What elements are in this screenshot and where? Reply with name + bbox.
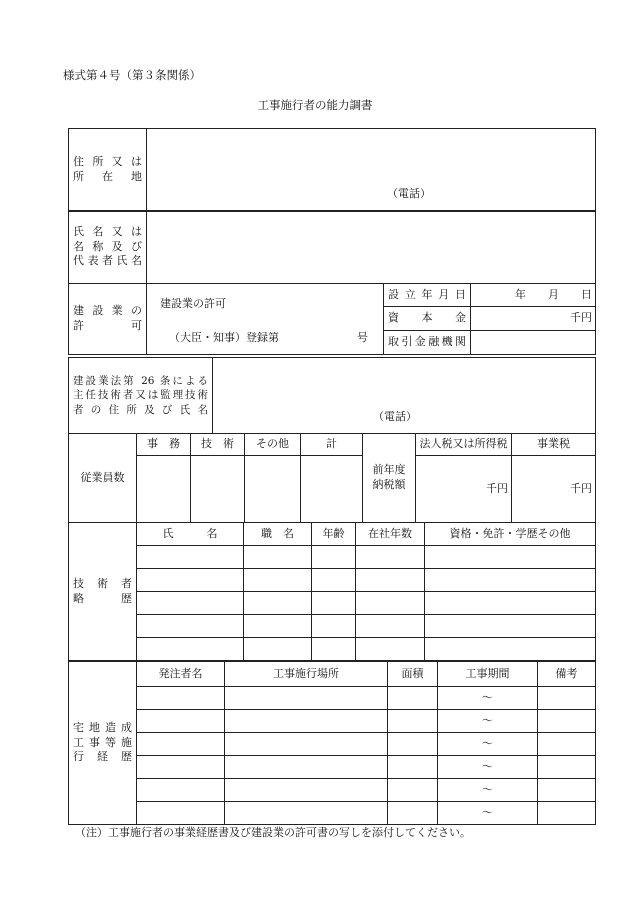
address-phone-label: （電話） — [387, 187, 431, 200]
registration-text: （大臣・知事）登録第 — [169, 331, 279, 344]
period-field[interactable]: ～ — [438, 733, 538, 756]
employees-header-total: 計 — [301, 434, 363, 456]
income-tax-field[interactable]: 千円 — [416, 456, 512, 523]
table-row — [69, 687, 596, 710]
established-label: 設立年月日 — [384, 284, 471, 307]
business-tax-field[interactable]: 千円 — [512, 456, 596, 523]
name-section — [68, 210, 596, 284]
capital-field[interactable]: 千円 — [471, 307, 596, 331]
experience-header-location: 工事施行場所 — [225, 662, 388, 687]
engineer-section — [68, 357, 596, 434]
experience-header-area: 面積 — [388, 662, 438, 687]
name-field[interactable] — [147, 211, 596, 284]
technicians-header-age: 年齢 — [312, 523, 356, 546]
license-detail[interactable] — [147, 284, 384, 355]
technicians-label: 技術者 略歴 — [69, 523, 137, 661]
form-number: 様式第４号（第３条関係） — [63, 68, 201, 82]
engineer-phone-label: （電話） — [373, 410, 417, 423]
table-row — [69, 638, 596, 661]
table-row — [69, 802, 596, 825]
table-row — [69, 569, 596, 592]
technicians-header-qualifications: 資格・免許・学歴その他 — [425, 523, 596, 546]
experience-section — [68, 661, 596, 825]
table-row — [69, 615, 596, 638]
period-field[interactable]: ～ — [438, 756, 538, 779]
bank-label: 取引金融機関 — [384, 331, 471, 355]
period-field[interactable]: ～ — [438, 779, 538, 802]
experience-label: 宅地造成 工事等施 行経歴 — [69, 662, 137, 825]
employees-total-field[interactable] — [301, 456, 363, 523]
table-row — [69, 779, 596, 802]
license-text: 建設業の許可 — [160, 297, 226, 310]
technicians-header-name: 氏 名 — [137, 523, 244, 546]
technicians-section — [68, 522, 596, 661]
engineer-field[interactable] — [213, 358, 596, 434]
experience-header-client: 発注者名 — [137, 662, 225, 687]
name-label: 氏名又は 名称及び 代表者氏名 — [69, 211, 147, 284]
tax-label: 前年度 納税額 — [363, 434, 416, 523]
table-row — [69, 733, 596, 756]
established-date-field[interactable]: 年 月 日 — [471, 284, 596, 307]
business-tax-header: 事業税 — [512, 434, 596, 456]
employees-header-technical: 技 術 — [191, 434, 245, 456]
address-section — [68, 128, 596, 212]
document-title: 工事施行者の能力調書 — [257, 98, 373, 112]
experience-header-remarks: 備考 — [538, 662, 596, 687]
table-row — [69, 710, 596, 733]
capital-label: 資本金 — [384, 307, 471, 331]
employees-section — [68, 433, 596, 523]
employees-other-field[interactable] — [245, 456, 301, 523]
technicians-header-tenure: 在社年数 — [356, 523, 425, 546]
table-row — [69, 546, 596, 569]
experience-header-period: 工事期間 — [438, 662, 538, 687]
license-label: 建設業の 許可 — [69, 284, 147, 355]
employees-header-office: 事 務 — [137, 434, 191, 456]
license-section — [68, 283, 596, 355]
address-label: 住所又は 所在地 — [69, 129, 147, 212]
technicians-header-position: 職 名 — [244, 523, 312, 546]
engineer-label: 建設業法第 26 条による 主任技術者又は監理技術 者の住所及び氏名 — [69, 358, 213, 434]
income-tax-header: 法人税又は所得税 — [416, 434, 512, 456]
employees-header-other: その他 — [245, 434, 301, 456]
table-row — [69, 592, 596, 615]
employees-label: 従業員数 — [69, 434, 137, 523]
employees-office-field[interactable] — [137, 456, 191, 523]
table-row — [69, 756, 596, 779]
period-field[interactable]: ～ — [438, 687, 538, 710]
footnote: （注）工事施行者の事業経歴書及び建設業の許可書の写しを添付してください。 — [75, 826, 471, 839]
address-field[interactable] — [147, 129, 596, 212]
period-field[interactable]: ～ — [438, 802, 538, 825]
bank-field[interactable] — [471, 331, 596, 355]
employees-technical-field[interactable] — [191, 456, 245, 523]
period-field[interactable]: ～ — [438, 710, 538, 733]
registration-number-suffix: 号 — [357, 331, 368, 344]
